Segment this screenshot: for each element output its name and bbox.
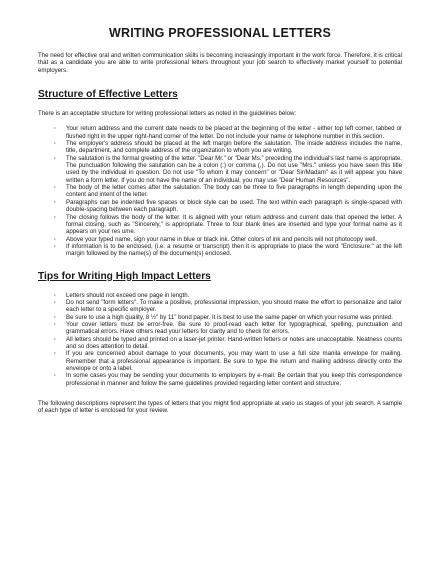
list-item: · Above your typed name, sign your name in blue or black ink. Other colors of ink and pencils will not photocopy well. (54, 236, 402, 243)
list-item: · Be sure to use a high quality, 8 ½" by 11" bond paper. It is best to use the same paper on which your resume was printed. (54, 314, 402, 321)
structure-lead: There is an acceptable structure for writing professional letters as noted in the guidelines below: (38, 110, 297, 118)
tips-heading: Tips for Writing High Impact Letters (38, 270, 211, 282)
structure-list (38, 125, 402, 257)
list-item: · In some cases you may be sending your documents to employers by e-mail. Be certain that you keep this correspondence professional in manner and follow the same guidelines provided regarding letter content and structure. (54, 372, 402, 387)
list-item: · The closing follows the body of the letter. It is aligned with your return address and current date that opened the letter. A formal closing, such as "Sincerely," is appropriate. Three to four blank lines are inserted and type your formal name as it appears on your res ume. (54, 214, 402, 236)
intro-paragraph: The need for effective oral and written communication skills is becoming increasingly important in the work force. Therefore, it is critical that as a candidate you are able to write professional letters throughout your job search to effectively market yourself to potential employers. (38, 52, 402, 74)
list-item: · Letters should not exceed one page in length. (54, 292, 402, 299)
list-item: · Paragraphs can be indented five spaces or block style can be used. The text within each paragraph is single-spaced with double-spacing between each paragraph. (54, 199, 402, 214)
structure-heading: Structure of Effective Letters (38, 89, 178, 101)
list-item: · Do not send "form letters". To make a positive, professional impression, you should make the effort to personalize and tailor each letter to a specific employer. (54, 299, 402, 314)
list-item: · Your return address and the current date needs to be placed at the beginning of the letter - either top left corner, tabbed or flushed right in the upper right-hand corner of the letter. Do not include your name or telephone number in this section. (54, 125, 402, 140)
list-item: · The body of the letter comes after the salutation. The body can be three to five paragraphs in length depending upon the content and intent of the letter. (54, 184, 402, 199)
closing-paragraph: The following descriptions represent the types of letters that you might find appropriate at vario us stages of your job search. A sample of each type of letter is enclosed for your review. (38, 400, 402, 415)
list-item: · All letters should be typed and printed on a laser-jet printer. Hand-written letters or notes are unacceptable. Neatness counts and so does attention to detail. (54, 336, 402, 351)
tips-list (38, 292, 402, 387)
list-item: · Your cover letters must be error-free. Be sure to proof-read each letter for typographical, spelling, punctuation and grammatical errors. Have others read your letters for clarity and to check for errors. (54, 321, 402, 336)
list-item: · If information is to be enclosed, (i.e. a resume or transcript) then it is appropriate to place the word "Enclosure:" at the left margin followed by the name(s) of the document(s) enclosed. (54, 243, 402, 258)
list-item: · The salutation is the formal greeting of the letter. "Dear Mr." or "Dear Ms." preceding the individual's last name is appropriate. The punctuation following the salutation can be a colon (:) or comma (,). Do not use "Mrs." unless you have seen this title used by the individual in question. Do not use "To whom it may concern" or "Dear Sir/Madam" as it will appear you have written a form letter. If you do not have the name of an individual, you may use "Dear Human Resources". (54, 155, 402, 184)
list-item: · If you are concerned about damage to your documents, you may want to use a full size manila envelope for mailing. Remember that a professional appearance is important. Be sure to type the return and mailing address directly onto the envelope or onto a label. (54, 350, 402, 372)
page-title: WRITING PROFESSIONAL LETTERS (108, 26, 332, 40)
list-item: · The employer's address should be placed at the left margin before the salutation. The inside address includes the name, title, department, and complete address of the organization to whom you are writing. (54, 140, 402, 155)
